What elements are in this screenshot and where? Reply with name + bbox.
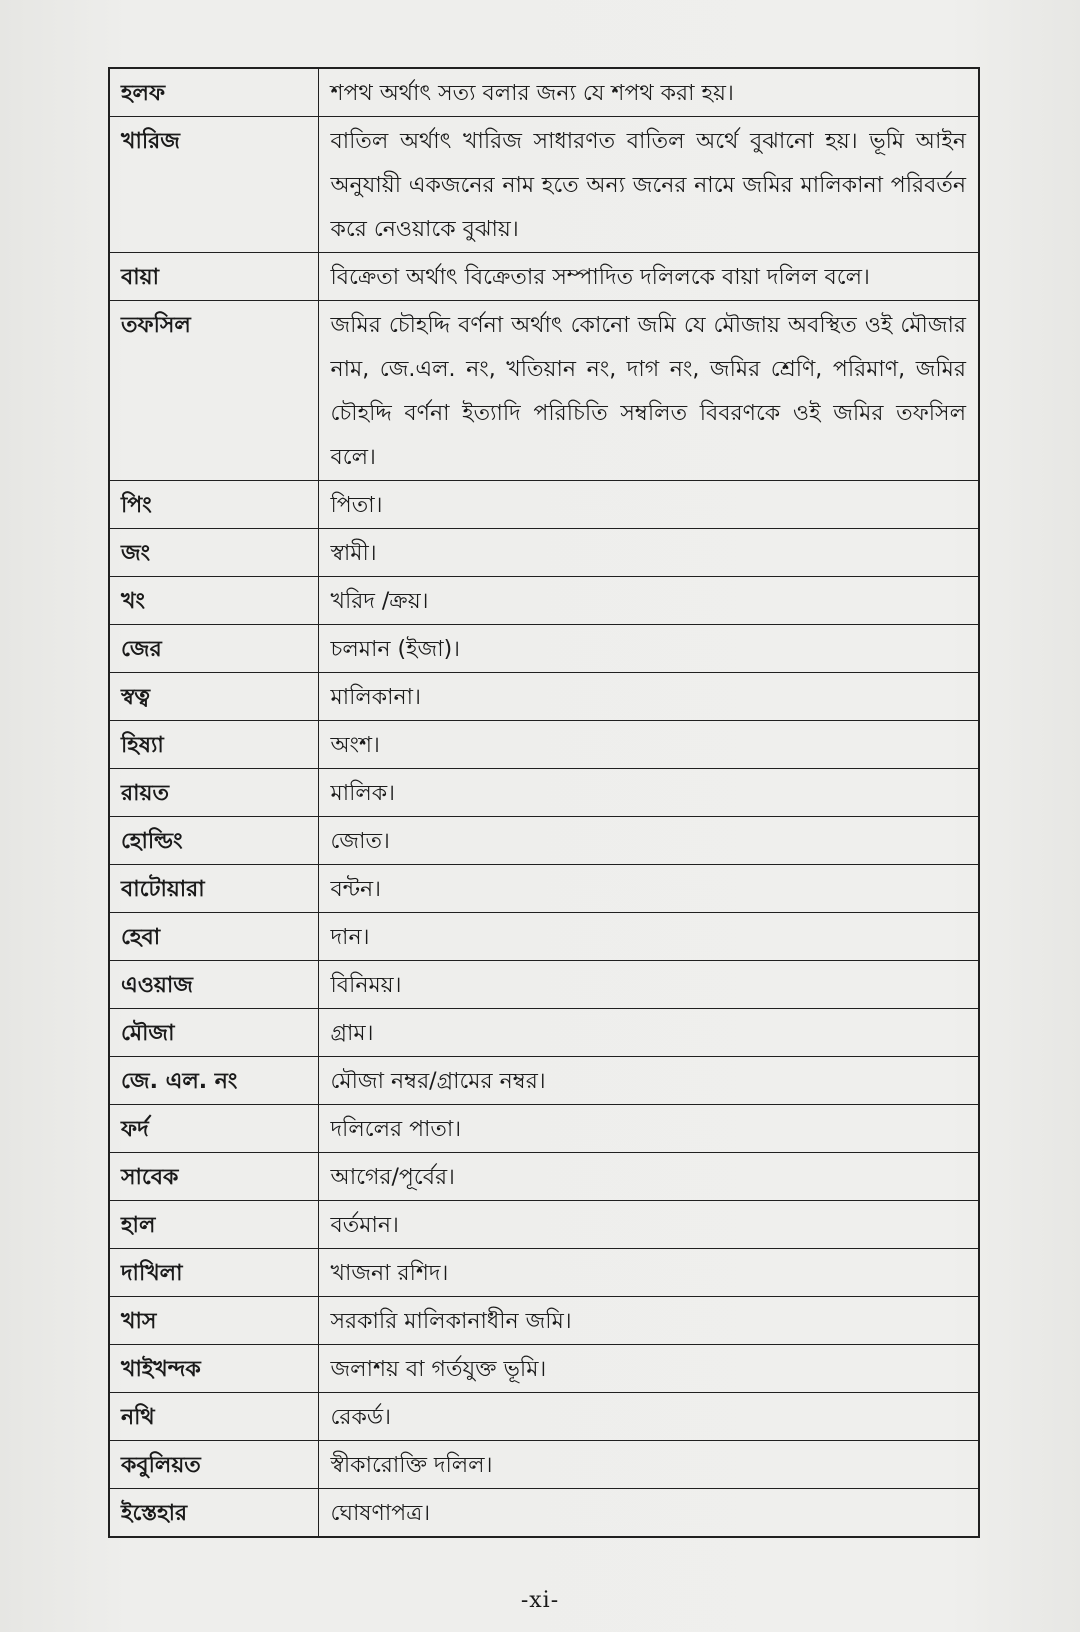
table-row [109,1057,979,1105]
table-row [109,769,979,817]
table-row [109,1009,979,1057]
table-row [109,301,979,481]
table-row [109,253,979,301]
meaning-cell: দলিলের পাতা। [318,1105,979,1153]
meaning-cell: মালিকানা। [318,673,979,721]
table-row [109,1297,979,1345]
meaning-cell: জমির চৌহদ্দি বর্ণনা অর্থাৎ কোনো জমি যে মৌজায় অবস্থিত ওই মৌজার নাম, জে.এল. নং, খতিয়ান নং, দাগ নং, জমির শ্রেণি, পরিমাণ, জমির চৌহদ্দি বর্ণনা ইত্যাদি পরিচিতি সম্বলিত বিবরণকে ওই জমির তফসিল বলে। [318,301,979,481]
term-cell: ইস্তেহার [109,1489,318,1538]
meaning-cell: স্বামী। [318,529,979,577]
meaning-cell: স্বীকারোক্তি দলিল। [318,1441,979,1489]
table-row [109,1105,979,1153]
term-cell: দাখিলা [109,1249,318,1297]
table-row [109,961,979,1009]
table-row [109,481,979,529]
term-cell: হাল [109,1201,318,1249]
table-row [109,68,979,117]
term-cell: বাটোয়ারা [109,865,318,913]
table-row [109,117,979,253]
term-cell: সাবেক [109,1153,318,1201]
term-cell: নথি [109,1393,318,1441]
glossary-body [109,68,979,1537]
meaning-cell: জোত। [318,817,979,865]
term-cell: খাস [109,1297,318,1345]
table-row [109,913,979,961]
table-row [109,1345,979,1393]
table-row [109,865,979,913]
page-number: -xi- [520,1588,560,1613]
meaning-cell: সরকারি মালিকানাধীন জমি। [318,1297,979,1345]
term-cell: খাইখন্দক [109,1345,318,1393]
table-row [109,817,979,865]
meaning-cell: মালিক। [318,769,979,817]
meaning-cell: বর্তমান। [318,1201,979,1249]
term-cell: জের [109,625,318,673]
table-row [109,625,979,673]
meaning-cell: খরিদ /ক্রয়। [318,577,979,625]
table-row [109,529,979,577]
meaning-cell: শপথ অর্থাৎ সত্য বলার জন্য যে শপথ করা হয়। [318,68,979,117]
term-cell: হিষ্যা [109,721,318,769]
meaning-cell: গ্রাম। [318,1009,979,1057]
table-row [109,1489,979,1538]
meaning-cell: বিক্রেতা অর্থাৎ বিক্রেতার সম্পাদিত দলিলকে বায়া দলিল বলে। [318,253,979,301]
meaning-cell: জলাশয় বা গর্তযুক্ত ভূমি। [318,1345,979,1393]
meaning-cell: বন্টন। [318,865,979,913]
term-cell: হলফ [109,68,318,117]
term-cell: রায়ত [109,769,318,817]
table-row [109,1153,979,1201]
term-cell: এওয়াজ [109,961,318,1009]
table-row [109,1249,979,1297]
term-cell: স্বত্ব [109,673,318,721]
term-cell: মৌজা [109,1009,318,1057]
meaning-cell: চলমান (ইজা)। [318,625,979,673]
meaning-cell: দান। [318,913,979,961]
table-row [109,1441,979,1489]
meaning-cell: মৌজা নম্বর/গ্রামের নম্বর। [318,1057,979,1105]
meaning-cell: খাজনা রশিদ। [318,1249,979,1297]
term-cell: তফসিল [109,301,318,481]
table-row [109,673,979,721]
term-cell: হেবা [109,913,318,961]
term-cell: খারিজ [109,117,318,253]
term-cell: ফর্দ [109,1105,318,1153]
meaning-cell: বাতিল অর্থাৎ খারিজ সাধারণত বাতিল অর্থে বুঝানো হয়। ভূমি আইন অনুযায়ী একজনের নাম হতে অন্য জনের নামে জমির মালিকানা পরিবর্তন করে নেওয়াকে বুঝায়। [318,117,979,253]
meaning-cell: অংশ। [318,721,979,769]
table-row [109,1201,979,1249]
term-cell: পিং [109,481,318,529]
glossary-table [108,67,980,1538]
meaning-cell: ঘোষণাপত্র। [318,1489,979,1538]
term-cell: জে. এল. নং [109,1057,318,1105]
term-cell: হোল্ডিং [109,817,318,865]
meaning-cell: পিতা। [318,481,979,529]
table-row [109,1393,979,1441]
table-row [109,721,979,769]
term-cell: বায়া [109,253,318,301]
meaning-cell: আগের/পূর্বের। [318,1153,979,1201]
term-cell: কবুলিয়ত [109,1441,318,1489]
term-cell: জং [109,529,318,577]
term-cell: খং [109,577,318,625]
table-row [109,577,979,625]
meaning-cell: বিনিময়। [318,961,979,1009]
meaning-cell: রেকর্ড। [318,1393,979,1441]
